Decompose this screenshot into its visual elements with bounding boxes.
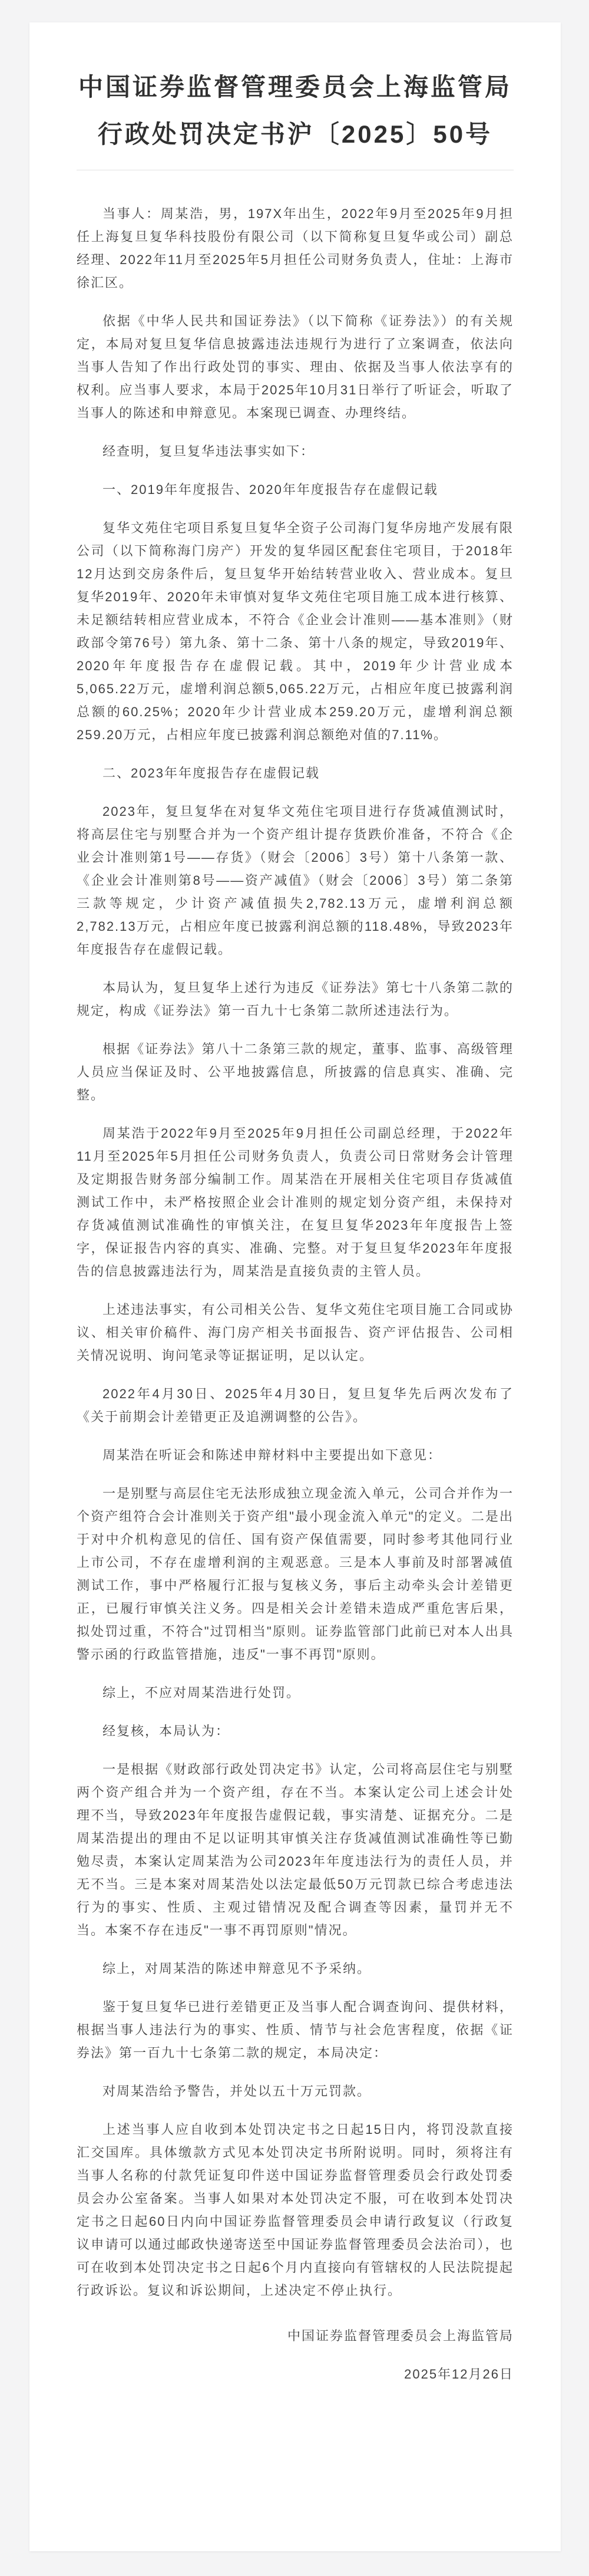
section-heading: 一、2019年年度报告、2020年年度报告存在虚假记载 [102,482,438,497]
paragraph: 鉴于复旦复华已进行差错更正及当事人配合调查询问、提供材料，根据当事人违法行为的事实、性质、情节与社会危害程度，依据《证券法》第一百九十七条第二款的规定，本局决定： [77,1999,514,2060]
document-title-line1: 中国证券监督管理委员会上海监管局 [78,73,512,101]
paragraph: 周某浩在听证会和陈述申辩材料中主要提出如下意见： [102,1448,442,1462]
paragraph: 2022年4月30日、2025年4月30日，复旦复华先后两次发布了《关于前期会计差错更正及追溯调整的公告》。 [77,1386,514,1424]
paragraph: 一是根据《财政部行政处罚决定书》认定，公司将高层住宅与别墅两个资产组合并为一个资产组，存在不当。本案认定公司上述会计处理不当，导致2023年年度报告虚假记载，事实清楚、证据充分。二是周某浩提出的理由不足以证明其审慎关注存货减值测试准确性等已勤勉尽责，本案认定周某浩为公司2023年年度违法行为的责任人员，并无不当。三是本案对周某浩处以法定最低50万元罚款已综合考虑违法行为的事实、性质、主观过错情况及配合调查等因素，量罚并无不当。本案不存在违反"一事不再罚原则"情况。 [77,1762,514,1938]
paragraph: 根据《证券法》第八十二条第三款的规定，董事、监事、高级管理人员应当保证及时、公平地披露信息，所披露的信息真实、准确、完整。 [77,1042,514,1102]
paragraph: 本局认为，复旦复华上述行为违反《证券法》第七十八条第二款的规定，构成《证券法》第一百九十七条第二款所述违法行为。 [77,980,514,1018]
paragraph: 一是别墅与高层住宅无法形成独立现金流入单元，公司合并作为一个资产组符合会计准则关于资产组"最小现金流入单元"的定义。二是出于对中介机构意见的信任、国有资产保值需要，同时参考其他同行业上市公司，不存在虚增利润的主观恶意。三是本人事前及时部署减值测试工作，事中严格履行汇报与复核义务，事后主动牵头会计差错更正，已履行审慎关注义务。四是相关会计差错未造成严重危害后果，拟处罚过重，不符合"过罚相当"原则。证券监管部门此前已对本人出具警示函的行政监管措施，违反"一事不再罚"原则。 [77,1486,514,1662]
issuing-authority: 中国证券监督管理委员会上海监管局 [287,2328,514,2343]
issue-date: 2025年12月26日 [404,2367,514,2381]
document-header [77,64,514,158]
paragraph: 综上，对周某浩的陈述申辩意见不予采纳。 [102,1961,372,1976]
paragraph: 2023年，复旦复华在对复华文苑住宅项目进行存货减值测试时，将高层住宅与别墅合并为一个资产组计提存货跌价准备，不符合《企业会计准则第1号——存货》（财会〔2006〕3号）第十八条第一款、《企业会计准则第8号——资产减值》（财会〔2006〕3号）第二条第三款等规定，少计资产减值损失2,782.13万元，虚增利润总额2,782.13万元，占相应年度已披露利润总额的118.48%，导致2023年年度报告存在虚假记载。 [77,804,514,957]
paragraph: 周某浩于2022年9月至2025年9月担任公司副总经理，于2022年11月至2025年5月担任公司财务负责人，负责公司日常财务会计管理及定期报告财务部分编制工作。周某浩在开展相关住宅项目存货减值测试工作中，未严格按照企业会计准则的规定划分资产组，未保持对存货减值测试准确性的审慎关注，在复旦复华2023年年度报告上签字，保证报告内容的真实、准确、完整。对于复旦复华2023年年度报告的信息披露违法行为，周某浩是直接负责的主管人员。 [77,1126,514,1279]
paragraph: 上述当事人应自收到本处罚决定书之日起15日内，将罚没款直接汇交国库。具体缴款方式见本处罚决定书所附说明。同时，须将注有当事人名称的付款凭证复印件送中国证券监督管理委员会行政处罚委员会办公室备案。当事人如果对本处罚决定不服，可在收到本处罚决定书之日起60日内向中国证券监督管理委员会申请行政复议（行政复议申请可以通过邮政快递寄送至中国证券监督管理委员会法治司），也可在收到本处罚决定书之日起6个月内直接向有管辖权的人民法院提起行政诉讼。复议和诉讼期间，上述决定不停止执行。 [77,2122,514,2298]
paragraph: 复华文苑住宅项目系复旦复华全资子公司海门复华房地产发展有限公司（以下简称海门房产）开发的复华园区配套住宅项目，于2018年12月达到交房条件后，复旦复华开始结转营业收入、营业成本。复旦复华2019年、2020年未审慎对复华文苑住宅项目施工成本进行核算、未足额结转相应营业成本，不符合《企业会计准则——基本准则》（财政部令第76号）第九条、第十二条、第十八条的规定，导致2019年、2020年年度报告存在虚假记载。其中，2019年少计营业成本5,065.22万元，虚增利润总额5,065.22万元，占相应年度已披露利润总额的60.25%；2020年少计营业成本259.20万元，虚增利润总额259.20万元，占相应年度已披露利润总额绝对值的7.11%。 [77,521,514,742]
paragraph: 经复核，本局认为： [102,1724,230,1738]
paragraph: 上述违法事实，有公司相关公告、复华文苑住宅项目施工合同或协议、相关审价稿件、海门房产相关书面报告、资产评估报告、公司相关情况说明、询问笔录等证据证明，足以认定。 [77,1302,514,1363]
paragraph: 当事人：周某浩，男，197X年出生，2022年9月至2025年9月担任上海复旦复华科技股份有限公司（以下简称复旦复华或公司）副总经理、2022年11月至2025年5月担任公司财务负责人，住址：上海市徐汇区。 [77,206,514,290]
paragraph: 依据《中华人民共和国证券法》（以下简称《证券法》）的有关规定，本局对复旦复华信息披露违法违规行为进行了立案调查，依法向当事人告知了作出行政处罚的事实、理由、依据及当事人依法享有的权利。应当事人要求，本局于2025年10月31日举行了听证会，听取了当事人的陈述和申辩意见。本案现已调查、办理终结。 [77,314,514,420]
document-title-line2: 行政处罚决定书沪〔2025〕50号 [97,120,493,148]
paragraph: 经查明，复旦复华违法事实如下： [102,444,315,459]
section-heading: 二、2023年年度报告存在虚假记载 [102,766,320,780]
document-body [77,170,514,2302]
signature-block [77,2324,514,2386]
document-page [29,22,561,2551]
paragraph: 综上，不应对周某浩进行处罚。 [102,1685,301,1700]
paragraph: 对周某浩给予警告，并处以五十万元罚款。 [102,2084,372,2099]
